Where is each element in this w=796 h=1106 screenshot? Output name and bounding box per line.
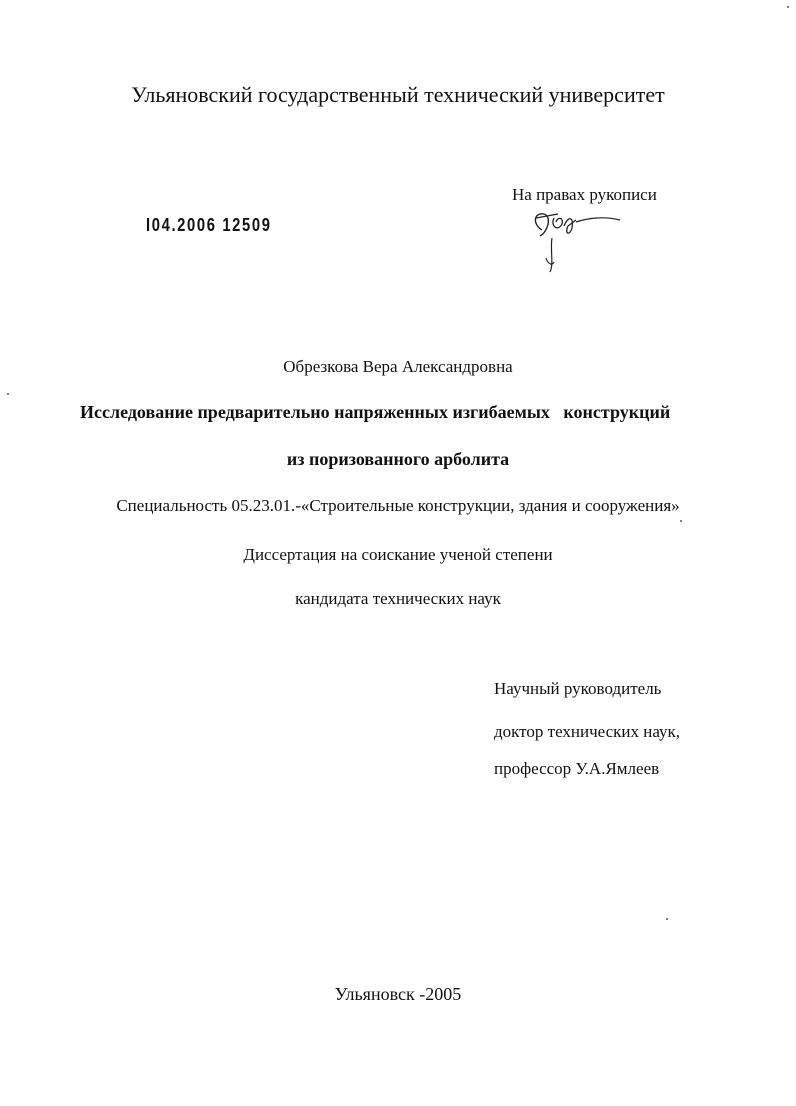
advisor-degree: доктор технических наук, <box>494 722 681 741</box>
specialty: Специальность 05.23.01.-«Строительные конструкции, здания и сооружения» <box>116 496 680 515</box>
manuscript-note: На правах рукописи <box>512 185 657 204</box>
scan-speck <box>680 520 682 522</box>
scan-speck <box>787 6 789 8</box>
handwritten-signature <box>528 206 624 276</box>
author-name: Обрезкова Вера Александровна <box>283 357 513 376</box>
dissertation-title-line2: из поризованного арболита <box>286 449 510 469</box>
city-year: Ульяновск -2005 <box>334 984 462 1004</box>
dissertation-title-line1: Исследование предварительно напряженных изгибаемых конструкций <box>80 402 671 422</box>
advisor-name: профессор У.А.Ямлеев <box>494 759 660 778</box>
advisor-label: Научный руководитель <box>494 679 662 698</box>
scan-speck <box>7 393 9 395</box>
university-name: Ульяновский государственный технический университет <box>131 82 665 107</box>
dissertation-line: Диссертация на соискание ученой степени <box>243 545 553 564</box>
degree-line: кандидата технических наук <box>295 589 501 608</box>
scan-speck <box>666 918 668 920</box>
registration-number: I04.2006 12509 <box>146 215 272 235</box>
